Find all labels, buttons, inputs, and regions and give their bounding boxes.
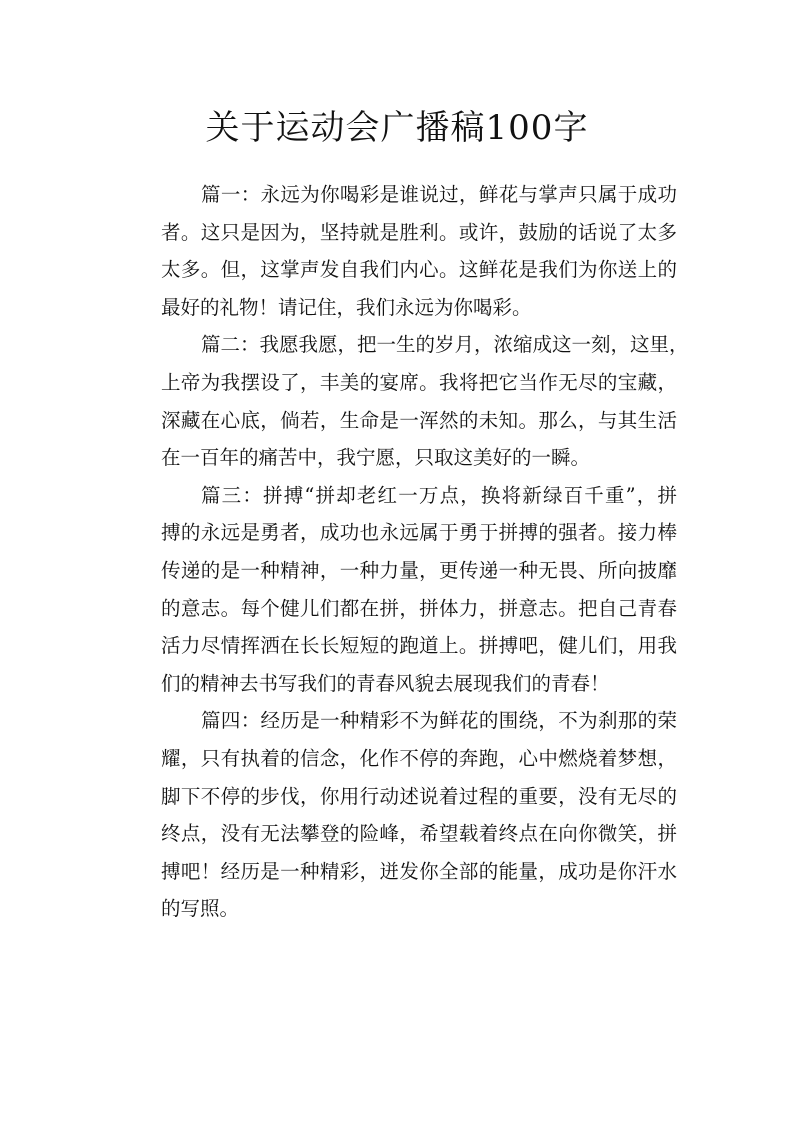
paragraph-line: 者。这只是因为，坚持就是胜利。或许，鼓励的话说了太多 bbox=[161, 220, 677, 244]
paragraph-line: 在一百年的痛苦中，我宁愿，只取这美好的一瞬。 bbox=[161, 446, 591, 470]
paragraph-line: 搏吧！经历是一种精彩，迸发你全部的能量，成功是你汗水 bbox=[161, 859, 677, 883]
paragraph-line: 终点，没有无法攀登的险峰，希望载着终点在向你微笑，拼 bbox=[161, 822, 677, 846]
paragraph-line: 上帝为我摆设了，丰美的宴席。我将把它当作无尽的宝藏， bbox=[161, 370, 677, 394]
paragraph-line: 的写照。 bbox=[161, 897, 240, 921]
paragraph-line: 太多。但，这掌声发自我们内心。这鲜花是我们为你送上的 bbox=[161, 258, 677, 282]
paragraph-line: 耀，只有执着的信念，化作不停的奔跑，心中燃烧着梦想， bbox=[161, 746, 677, 770]
paragraph-line: 活力尽情挥洒在长长短短的跑道上。拼搏吧，健儿们，用我 bbox=[161, 634, 677, 658]
document-title: 关于运动会广播稿100字 bbox=[205, 108, 589, 148]
paragraph-4 bbox=[121, 702, 677, 928]
paragraph-1 bbox=[121, 176, 677, 326]
paragraph-line: 脚下不停的步伐，你用行动述说着过程的重要，没有无尽的 bbox=[161, 784, 677, 808]
paragraph-2 bbox=[121, 326, 689, 476]
paragraph-line: 的意志。每个健儿们都在拼，拼体力，拼意志。把自己青春 bbox=[161, 596, 677, 620]
paragraph-line: 传递的是一种精神，一种力量，更传递一种无畏、所向披靡 bbox=[161, 558, 677, 582]
document-body bbox=[121, 176, 689, 928]
paragraph-line: 们的精神去书写我们的青春风貌去展现我们的青春！ bbox=[161, 671, 610, 695]
paragraph-line: 篇一：永远为你喝彩是谁说过，鲜花与掌声只属于成功 bbox=[201, 183, 677, 206]
paragraph-line: 最好的礼物！请记住，我们永远为你喝彩。 bbox=[161, 295, 532, 319]
paragraph-line: 篇三：拼搏“拼却老红一万点，换将新绿百千重”，拼 bbox=[201, 483, 677, 507]
paragraph-3 bbox=[121, 477, 677, 703]
paragraph-line: 篇二：我愿我愿，把一生的岁月，浓缩成这一刻，这里， bbox=[201, 333, 689, 357]
paragraph-line: 搏的永远是勇者，成功也永远属于勇于拼搏的强者。接力棒 bbox=[161, 521, 677, 545]
paragraph-line: 深藏在心底，倘若，生命是一浑然的未知。那么，与其生活 bbox=[161, 408, 677, 432]
paragraph-line: 篇四：经历是一种精彩不为鲜花的围绕，不为刹那的荣 bbox=[201, 709, 677, 733]
